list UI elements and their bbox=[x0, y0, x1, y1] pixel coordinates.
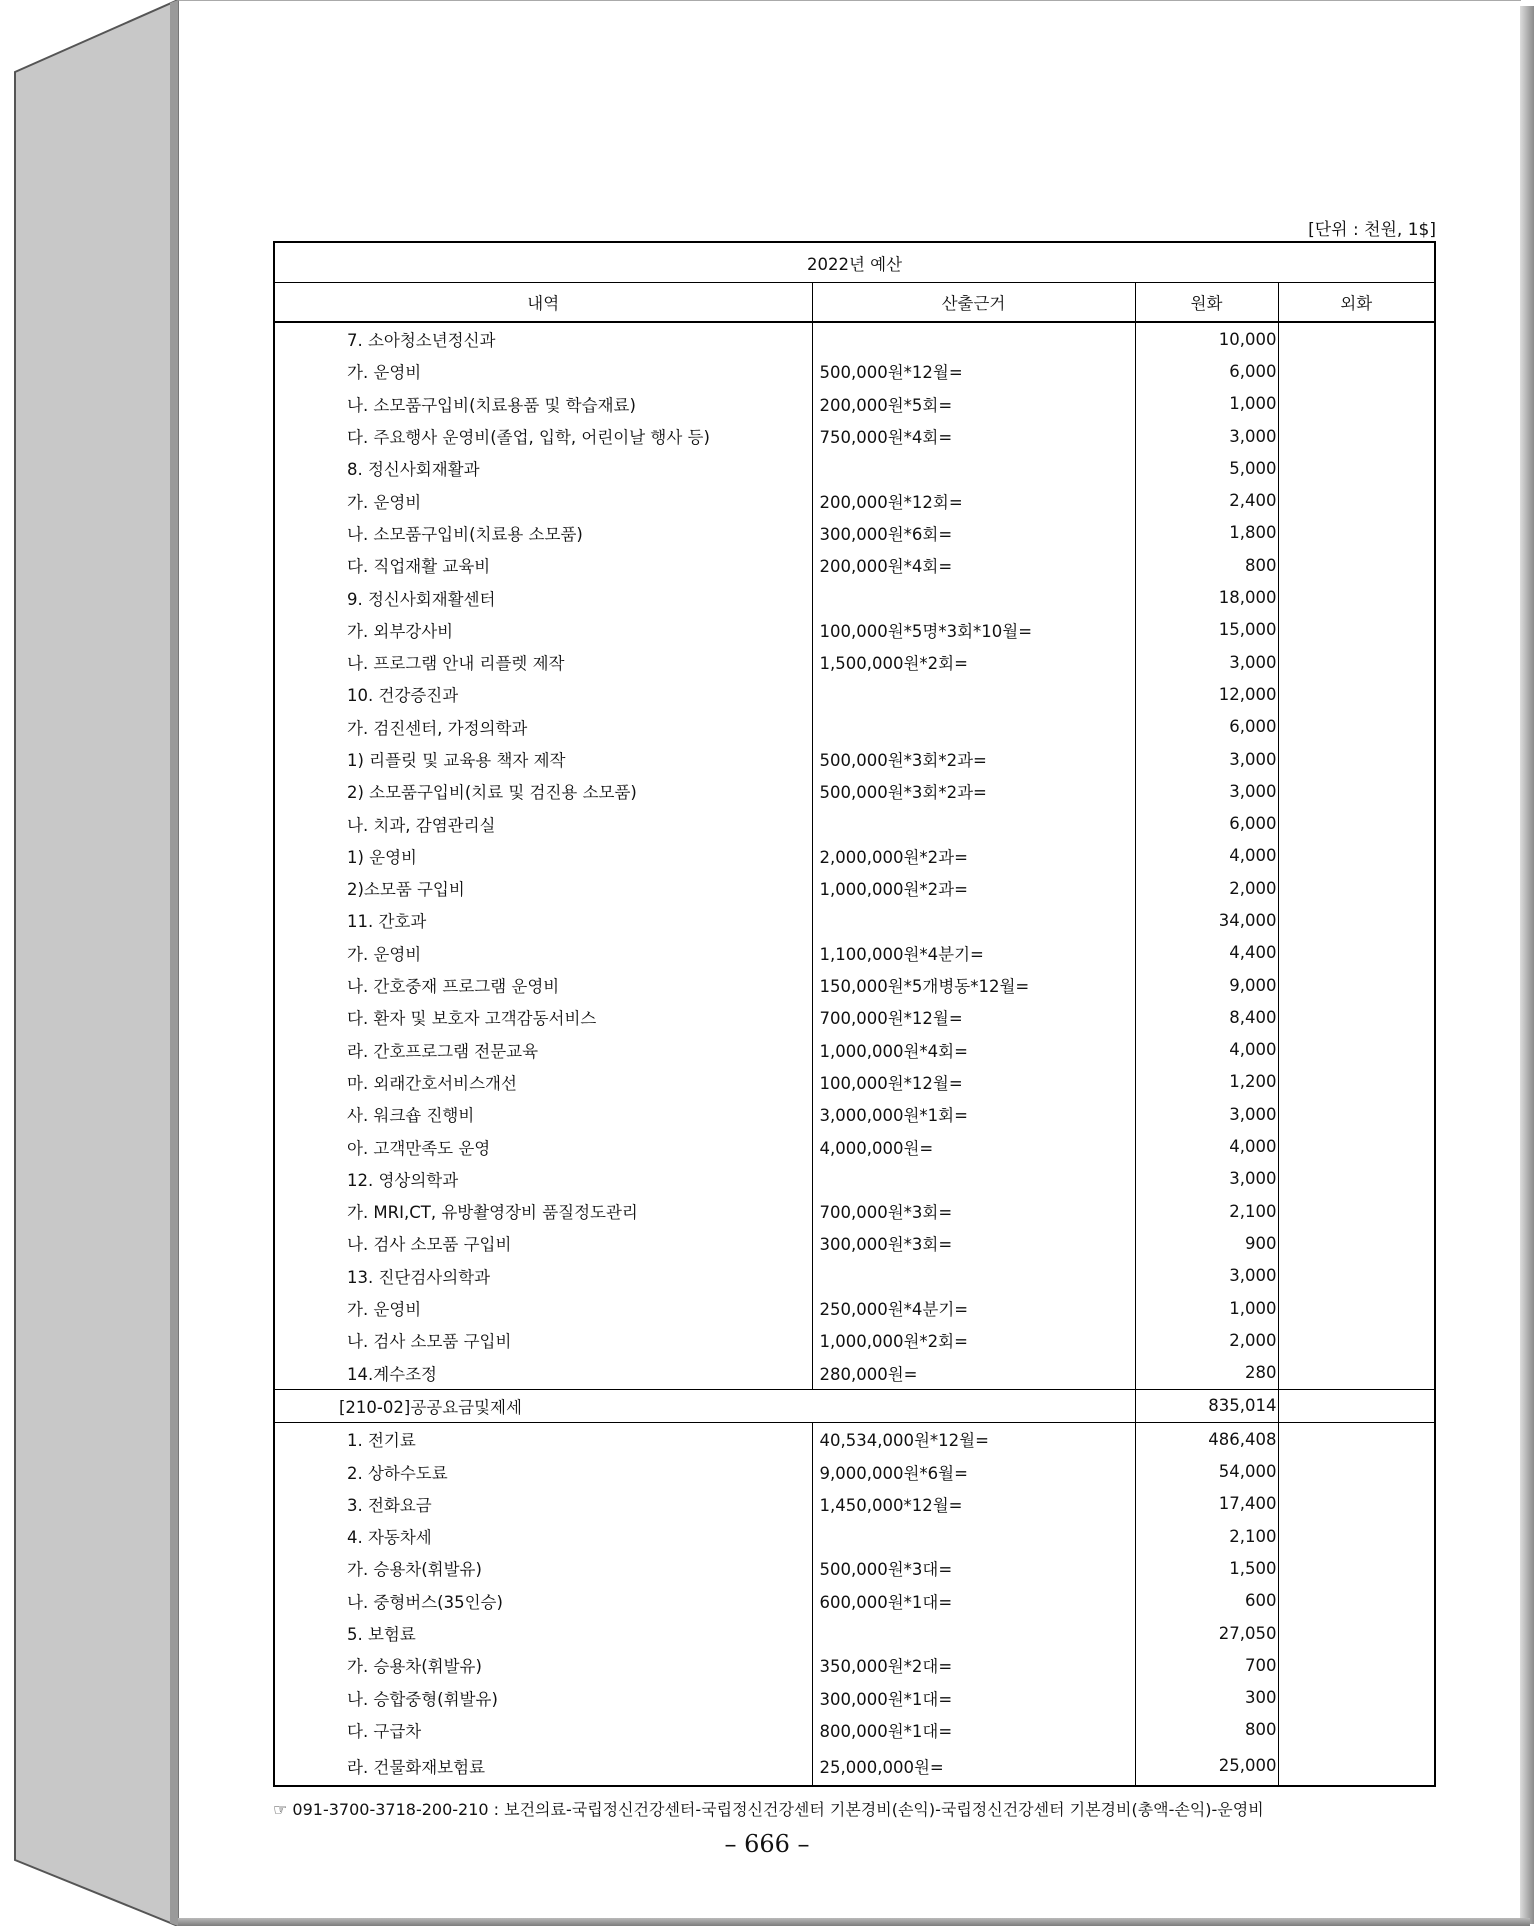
item-cell: 가. MRI,CT, 유방촬영장비 품질정도관리 bbox=[275, 1195, 812, 1227]
header-krw: 원화 bbox=[1135, 283, 1278, 323]
krw-cell: 2,000 bbox=[1135, 872, 1278, 904]
foreign-cell bbox=[1278, 1423, 1434, 1456]
krw-cell: 12,000 bbox=[1135, 678, 1278, 710]
item-cell: 나. 소모품구입비(치료용품 및 학습재료) bbox=[275, 388, 812, 420]
page-edge-shadow bbox=[1520, 6, 1534, 1924]
budget-table bbox=[275, 243, 1434, 1785]
krw-cell: 1,000 bbox=[1135, 388, 1278, 420]
item-cell: 나. 승합중형(휘발유) bbox=[275, 1681, 812, 1713]
basis-cell: 300,000원*3회= bbox=[812, 1227, 1135, 1259]
table-row bbox=[275, 937, 1434, 969]
table-header-row bbox=[275, 283, 1434, 323]
item-cell: 2)소모품 구입비 bbox=[275, 872, 812, 904]
foreign-cell bbox=[1278, 743, 1434, 775]
basis-cell bbox=[812, 678, 1135, 710]
krw-cell: 9,000 bbox=[1135, 969, 1278, 1001]
basis-cell: 40,534,000원*12월= bbox=[812, 1423, 1135, 1456]
krw-cell: 700 bbox=[1135, 1649, 1278, 1681]
subtotal-row bbox=[275, 1389, 1434, 1422]
item-cell: 가. 운영비 bbox=[275, 355, 812, 387]
header-item: 내역 bbox=[275, 283, 812, 323]
krw-cell: 25,000 bbox=[1135, 1746, 1278, 1785]
foreign-cell bbox=[1278, 1130, 1434, 1162]
basis-cell: 150,000원*5개병동*12월= bbox=[812, 969, 1135, 1001]
foreign-cell bbox=[1278, 484, 1434, 516]
krw-cell: 27,050 bbox=[1135, 1617, 1278, 1649]
table-row bbox=[275, 1585, 1434, 1617]
table-row bbox=[275, 1260, 1434, 1292]
krw-cell: 5,000 bbox=[1135, 452, 1278, 484]
table-row bbox=[275, 1066, 1434, 1098]
foreign-cell bbox=[1278, 1066, 1434, 1098]
table-row bbox=[275, 1746, 1434, 1785]
foreign-cell bbox=[1278, 322, 1434, 355]
item-cell: 5. 보험료 bbox=[275, 1617, 812, 1649]
basis-cell bbox=[812, 807, 1135, 839]
table-row bbox=[275, 807, 1434, 839]
krw-cell: 300 bbox=[1135, 1681, 1278, 1713]
foreign-cell bbox=[1278, 1034, 1434, 1066]
table-row bbox=[275, 355, 1434, 387]
table-row bbox=[275, 1227, 1434, 1259]
item-cell: 아. 고객만족도 운영 bbox=[275, 1130, 812, 1162]
krw-cell: 6,000 bbox=[1135, 807, 1278, 839]
item-cell: 9. 정신사회재활센터 bbox=[275, 581, 812, 613]
item-cell: 다. 직업재활 교육비 bbox=[275, 549, 812, 581]
item-cell: 나. 프로그램 안내 리플렛 제작 bbox=[275, 646, 812, 678]
item-cell: 나. 검사 소모품 구입비 bbox=[275, 1227, 812, 1259]
table-row bbox=[275, 1649, 1434, 1681]
foreign-cell bbox=[1278, 1195, 1434, 1227]
krw-cell: 3,000 bbox=[1135, 743, 1278, 775]
item-cell: 마. 외래간호서비스개선 bbox=[275, 1066, 812, 1098]
basis-cell: 500,000원*12월= bbox=[812, 355, 1135, 387]
basis-cell bbox=[812, 581, 1135, 613]
table-row bbox=[275, 322, 1434, 355]
table-row bbox=[275, 452, 1434, 484]
basis-cell: 2,000,000원*2과= bbox=[812, 840, 1135, 872]
table-row bbox=[275, 743, 1434, 775]
krw-cell: 1,000 bbox=[1135, 1292, 1278, 1324]
item-cell: 3. 전화요금 bbox=[275, 1488, 812, 1520]
table-body-subtotal bbox=[275, 1389, 1434, 1422]
krw-cell: 4,000 bbox=[1135, 840, 1278, 872]
foreign-cell bbox=[1278, 1260, 1434, 1292]
table-row bbox=[275, 1552, 1434, 1584]
foreign-cell bbox=[1278, 1520, 1434, 1552]
basis-cell: 1,500,000원*2회= bbox=[812, 646, 1135, 678]
item-cell: 가. 승용차(휘발유) bbox=[275, 1649, 812, 1681]
foreign-cell bbox=[1278, 1649, 1434, 1681]
foreign-cell bbox=[1278, 807, 1434, 839]
table-row bbox=[275, 420, 1434, 452]
krw-cell: 280 bbox=[1135, 1357, 1278, 1390]
krw-cell: 3,000 bbox=[1135, 775, 1278, 807]
subtotal-foreign bbox=[1278, 1389, 1434, 1422]
foreign-cell bbox=[1278, 1714, 1434, 1746]
budget-table-box bbox=[273, 241, 1436, 1787]
book-spine-graphic bbox=[0, 0, 180, 1926]
krw-cell: 4,000 bbox=[1135, 1130, 1278, 1162]
foreign-cell bbox=[1278, 452, 1434, 484]
item-cell: 8. 정신사회재활과 bbox=[275, 452, 812, 484]
basis-cell: 750,000원*4회= bbox=[812, 420, 1135, 452]
krw-cell: 8,400 bbox=[1135, 1001, 1278, 1033]
krw-cell: 3,000 bbox=[1135, 1098, 1278, 1130]
krw-cell: 34,000 bbox=[1135, 904, 1278, 936]
krw-cell: 2,100 bbox=[1135, 1520, 1278, 1552]
item-cell: 가. 운영비 bbox=[275, 1292, 812, 1324]
item-cell: 다. 주요행사 운영비(졸업, 입학, 어린이날 행사 등) bbox=[275, 420, 812, 452]
basis-cell: 200,000원*5회= bbox=[812, 388, 1135, 420]
item-cell: 7. 소아청소년정신과 bbox=[275, 322, 812, 355]
foreign-cell bbox=[1278, 517, 1434, 549]
table-row bbox=[275, 517, 1434, 549]
foreign-cell bbox=[1278, 711, 1434, 743]
foreign-cell bbox=[1278, 1001, 1434, 1033]
basis-cell: 1,100,000원*4분기= bbox=[812, 937, 1135, 969]
item-cell: 나. 치과, 감염관리실 bbox=[275, 807, 812, 839]
item-cell: 가. 검진센터, 가정의학과 bbox=[275, 711, 812, 743]
basis-cell: 4,000,000원= bbox=[812, 1130, 1135, 1162]
basis-cell: 3,000,000원*1회= bbox=[812, 1098, 1135, 1130]
item-cell: 나. 간호중재 프로그램 운영비 bbox=[275, 969, 812, 1001]
foreign-cell bbox=[1278, 549, 1434, 581]
krw-cell: 800 bbox=[1135, 1714, 1278, 1746]
item-cell: 가. 외부강사비 bbox=[275, 614, 812, 646]
book-spine bbox=[0, 0, 180, 1926]
foreign-cell bbox=[1278, 775, 1434, 807]
foreign-cell bbox=[1278, 1617, 1434, 1649]
table-row bbox=[275, 904, 1434, 936]
table-row bbox=[275, 1034, 1434, 1066]
basis-cell: 700,000원*3회= bbox=[812, 1195, 1135, 1227]
foreign-cell bbox=[1278, 1455, 1434, 1487]
table-body-utilities bbox=[275, 1423, 1434, 1785]
basis-cell: 500,000원*3대= bbox=[812, 1552, 1135, 1584]
foreign-cell bbox=[1278, 1292, 1434, 1324]
foreign-cell bbox=[1278, 1746, 1434, 1785]
foreign-cell bbox=[1278, 937, 1434, 969]
basis-cell bbox=[812, 711, 1135, 743]
item-cell: 사. 워크숍 진행비 bbox=[275, 1098, 812, 1130]
table-row bbox=[275, 1520, 1434, 1552]
krw-cell: 600 bbox=[1135, 1585, 1278, 1617]
basis-cell: 250,000원*4분기= bbox=[812, 1292, 1135, 1324]
basis-cell bbox=[812, 1260, 1135, 1292]
item-cell: 11. 간호과 bbox=[275, 904, 812, 936]
table-row bbox=[275, 1324, 1434, 1356]
item-cell: 1. 전기료 bbox=[275, 1423, 812, 1456]
table-row bbox=[275, 549, 1434, 581]
basis-cell: 700,000원*12월= bbox=[812, 1001, 1135, 1033]
foreign-cell bbox=[1278, 840, 1434, 872]
foreign-cell bbox=[1278, 969, 1434, 1001]
basis-cell: 100,000원*12월= bbox=[812, 1066, 1135, 1098]
basis-cell: 1,450,000*12월= bbox=[812, 1488, 1135, 1520]
foreign-cell bbox=[1278, 1357, 1434, 1390]
basis-cell: 100,000원*5명*3회*10월= bbox=[812, 614, 1135, 646]
item-cell: 1) 운영비 bbox=[275, 840, 812, 872]
krw-cell: 1,200 bbox=[1135, 1066, 1278, 1098]
krw-cell: 1,500 bbox=[1135, 1552, 1278, 1584]
foreign-cell bbox=[1278, 872, 1434, 904]
item-cell: 4. 자동차세 bbox=[275, 1520, 812, 1552]
basis-cell: 500,000원*3회*2과= bbox=[812, 743, 1135, 775]
table-row bbox=[275, 1681, 1434, 1713]
table-body-operating bbox=[275, 322, 1434, 1389]
basis-cell: 200,000원*12회= bbox=[812, 484, 1135, 516]
foreign-cell bbox=[1278, 1552, 1434, 1584]
krw-cell: 10,000 bbox=[1135, 322, 1278, 355]
table-row bbox=[275, 1357, 1434, 1390]
krw-cell: 4,000 bbox=[1135, 1034, 1278, 1066]
page-number: – 666 – bbox=[724, 1830, 810, 1858]
basis-cell bbox=[812, 452, 1135, 484]
table-row bbox=[275, 711, 1434, 743]
foreign-cell bbox=[1278, 1585, 1434, 1617]
table-row bbox=[275, 646, 1434, 678]
basis-cell: 300,000원*1대= bbox=[812, 1681, 1135, 1713]
basis-cell: 350,000원*2대= bbox=[812, 1649, 1135, 1681]
krw-cell: 3,000 bbox=[1135, 646, 1278, 678]
subtotal-krw: 835,014 bbox=[1135, 1389, 1278, 1422]
item-cell: 가. 운영비 bbox=[275, 484, 812, 516]
table-row bbox=[275, 872, 1434, 904]
table-row bbox=[275, 840, 1434, 872]
krw-cell: 54,000 bbox=[1135, 1455, 1278, 1487]
basis-cell: 300,000원*6회= bbox=[812, 517, 1135, 549]
foreign-cell bbox=[1278, 614, 1434, 646]
basis-cell bbox=[812, 1617, 1135, 1649]
table-row bbox=[275, 969, 1434, 1001]
table-row bbox=[275, 1714, 1434, 1746]
foreign-cell bbox=[1278, 1163, 1434, 1195]
foreign-cell bbox=[1278, 678, 1434, 710]
item-cell: 라. 건물화재보험료 bbox=[275, 1746, 812, 1785]
table-row bbox=[275, 678, 1434, 710]
unit-label: [단위 : 천원, 1$] bbox=[1308, 220, 1436, 240]
header-foreign: 외화 bbox=[1278, 283, 1434, 323]
krw-cell: 4,400 bbox=[1135, 937, 1278, 969]
table-row bbox=[275, 1130, 1434, 1162]
page-bottom-shadow bbox=[178, 1918, 1530, 1926]
krw-cell: 15,000 bbox=[1135, 614, 1278, 646]
foreign-cell bbox=[1278, 1227, 1434, 1259]
krw-cell: 800 bbox=[1135, 549, 1278, 581]
krw-cell: 2,100 bbox=[1135, 1195, 1278, 1227]
header-basis: 산출근거 bbox=[812, 283, 1135, 323]
item-cell: 가. 승용차(휘발유) bbox=[275, 1552, 812, 1584]
table-row bbox=[275, 1292, 1434, 1324]
footnote: ☞ 091-3700-3718-200-210 : 보건의료-국립정신건강센터-국립정신건강센터 기본경비(손익)-국립정신건강센터 기본경비(총액-손익)-운영비 bbox=[273, 1800, 1264, 1819]
krw-cell: 1,800 bbox=[1135, 517, 1278, 549]
basis-cell: 9,000,000원*6월= bbox=[812, 1455, 1135, 1487]
foreign-cell bbox=[1278, 420, 1434, 452]
item-cell: 13. 진단검사의학과 bbox=[275, 1260, 812, 1292]
table-row bbox=[275, 1163, 1434, 1195]
krw-cell: 18,000 bbox=[1135, 581, 1278, 613]
item-cell: 다. 구급차 bbox=[275, 1714, 812, 1746]
table-row bbox=[275, 614, 1434, 646]
basis-cell bbox=[812, 1163, 1135, 1195]
foreign-cell bbox=[1278, 646, 1434, 678]
item-cell: 12. 영상의학과 bbox=[275, 1163, 812, 1195]
foreign-cell bbox=[1278, 904, 1434, 936]
krw-cell: 2,000 bbox=[1135, 1324, 1278, 1356]
table-row bbox=[275, 1455, 1434, 1487]
table-title: 2022년 예산 bbox=[275, 243, 1434, 283]
basis-cell: 200,000원*4회= bbox=[812, 549, 1135, 581]
krw-cell: 3,000 bbox=[1135, 1260, 1278, 1292]
item-cell: 2. 상하수도료 bbox=[275, 1455, 812, 1487]
foreign-cell bbox=[1278, 1681, 1434, 1713]
basis-cell: 1,000,000원*2과= bbox=[812, 872, 1135, 904]
item-cell: 10. 건강증진과 bbox=[275, 678, 812, 710]
table-row bbox=[275, 1617, 1434, 1649]
table-row bbox=[275, 1195, 1434, 1227]
item-cell: 가. 운영비 bbox=[275, 937, 812, 969]
table-title-row bbox=[275, 243, 1434, 283]
krw-cell: 3,000 bbox=[1135, 1163, 1278, 1195]
basis-cell: 25,000,000원= bbox=[812, 1746, 1135, 1785]
krw-cell: 6,000 bbox=[1135, 355, 1278, 387]
basis-cell: 800,000원*1대= bbox=[812, 1714, 1135, 1746]
table-row bbox=[275, 775, 1434, 807]
krw-cell: 17,400 bbox=[1135, 1488, 1278, 1520]
table-row bbox=[275, 581, 1434, 613]
table-row bbox=[275, 1488, 1434, 1520]
foreign-cell bbox=[1278, 581, 1434, 613]
table-row bbox=[275, 388, 1434, 420]
krw-cell: 3,000 bbox=[1135, 420, 1278, 452]
basis-cell bbox=[812, 322, 1135, 355]
krw-cell: 486,408 bbox=[1135, 1423, 1278, 1456]
foreign-cell bbox=[1278, 1488, 1434, 1520]
item-cell: 다. 환자 및 보호자 고객감동서비스 bbox=[275, 1001, 812, 1033]
item-cell: 14.계수조정 bbox=[275, 1357, 812, 1390]
basis-cell: 500,000원*3회*2과= bbox=[812, 775, 1135, 807]
krw-cell: 900 bbox=[1135, 1227, 1278, 1259]
item-cell: 라. 간호프로그램 전문교육 bbox=[275, 1034, 812, 1066]
krw-cell: 2,400 bbox=[1135, 484, 1278, 516]
subtotal-item: [210-02]공공요금및제세 bbox=[275, 1389, 1135, 1422]
krw-cell: 6,000 bbox=[1135, 711, 1278, 743]
item-cell: 나. 검사 소모품 구입비 bbox=[275, 1324, 812, 1356]
table-row bbox=[275, 1098, 1434, 1130]
table-row bbox=[275, 484, 1434, 516]
item-cell: 나. 소모품구입비(치료용 소모품) bbox=[275, 517, 812, 549]
basis-cell bbox=[812, 1520, 1135, 1552]
item-cell: 나. 중형버스(35인승) bbox=[275, 1585, 812, 1617]
item-cell: 1) 리플릿 및 교육용 책자 제작 bbox=[275, 743, 812, 775]
basis-cell: 600,000원*1대= bbox=[812, 1585, 1135, 1617]
foreign-cell bbox=[1278, 355, 1434, 387]
foreign-cell bbox=[1278, 1324, 1434, 1356]
basis-cell: 1,000,000원*4회= bbox=[812, 1034, 1135, 1066]
basis-cell bbox=[812, 904, 1135, 936]
foreign-cell bbox=[1278, 1098, 1434, 1130]
basis-cell: 1,000,000원*2회= bbox=[812, 1324, 1135, 1356]
basis-cell: 280,000원= bbox=[812, 1357, 1135, 1390]
item-cell: 2) 소모품구입비(치료 및 검진용 소모품) bbox=[275, 775, 812, 807]
foreign-cell bbox=[1278, 388, 1434, 420]
table-row bbox=[275, 1001, 1434, 1033]
table-row bbox=[275, 1423, 1434, 1456]
